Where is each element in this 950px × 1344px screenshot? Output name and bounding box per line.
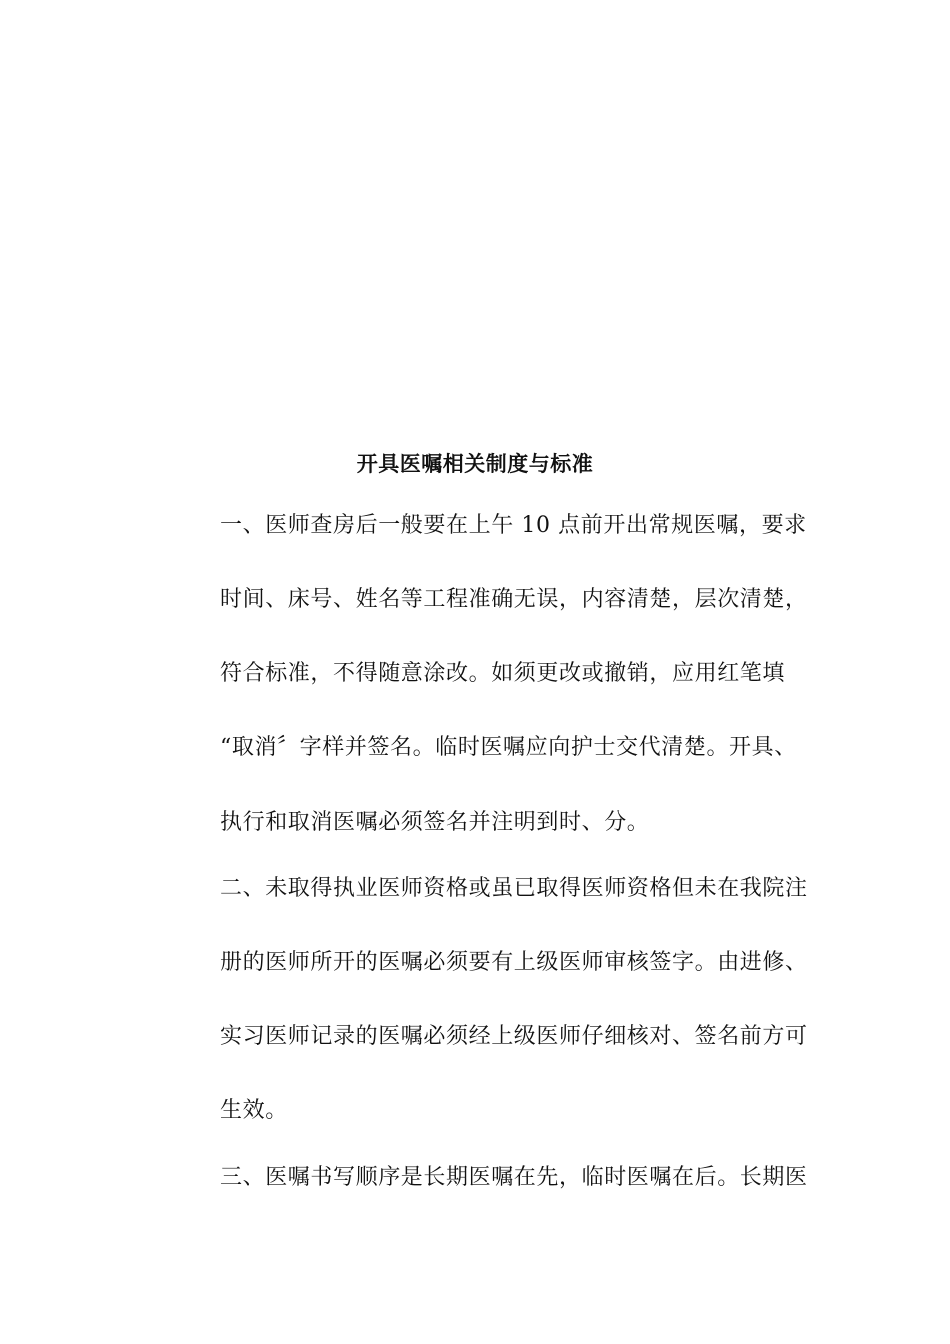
paragraph-line: 册的医师所开的医嘱必须要有上级医师审核签字。由进修、 [220,950,808,975]
document-title: 开具医嘱相关制度与标准 [356,451,594,476]
paragraph-line: 符合标准，不得随意涂改。如须更改或撤销，应用红笔填 [220,661,786,686]
paragraph-line: 执行和取消医嘱必须签名并注明到时、分。 [220,810,650,835]
paragraph-line: 时间、床号、姓名等工程准确无误，内容清楚，层次清楚， [220,587,808,612]
paragraph-line: “取消〞字样并签名。临时医嘱应向护士交代清楚。开具、 [220,735,797,760]
paragraph-line: 生效。 [220,1098,288,1123]
paragraph-line: 二、未取得执业医师资格或虽已取得医师资格但未在我院注 [220,876,808,901]
paragraph-line: 一、医师查房后一般要在上午 10 点前开出常规医嘱，要求 [220,513,807,538]
paragraph-line: 三、医嘱书写顺序是长期医嘱在先，临时医嘱在后。长期医 [220,1165,808,1190]
paragraph-line: 实习医师记录的医嘱必须经上级医师仔细核对、签名前方可 [220,1024,808,1049]
